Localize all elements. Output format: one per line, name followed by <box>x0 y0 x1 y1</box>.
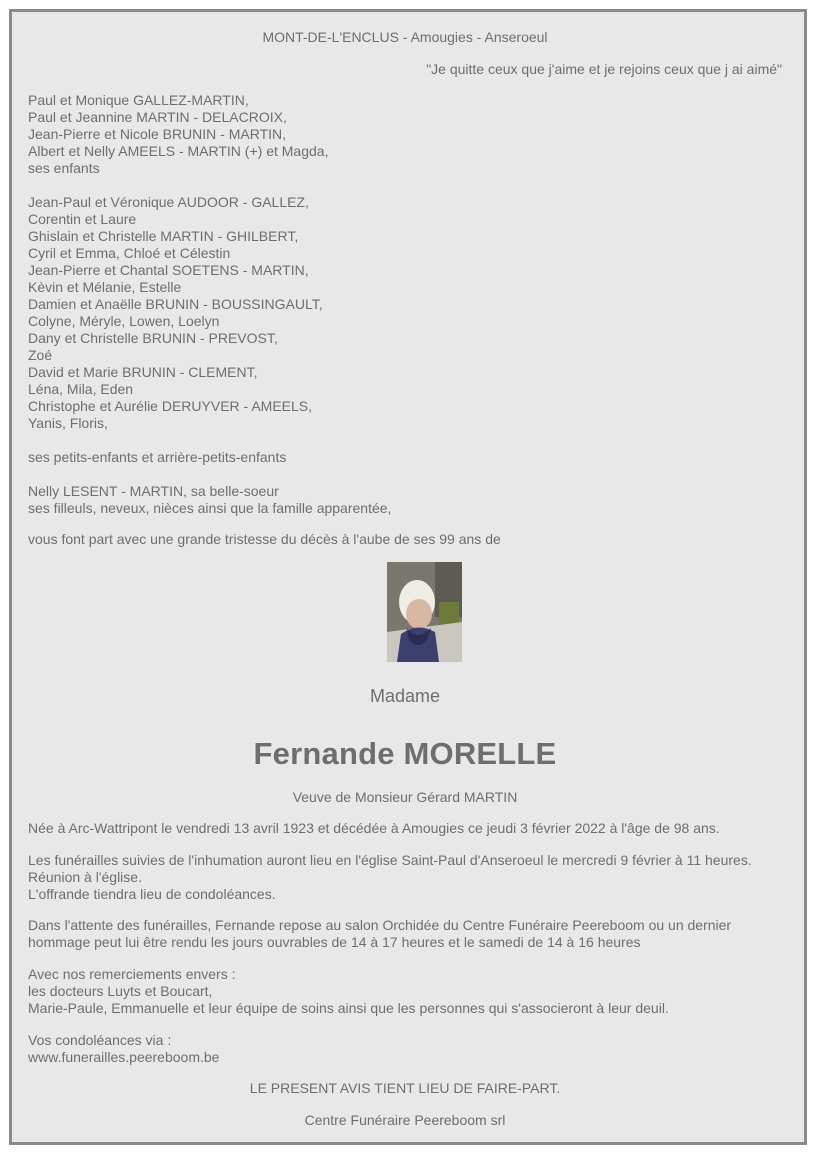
obituary-card <box>9 9 807 1145</box>
relatives-list: Nelly LESENT - MARTIN, sa belle-soeur ses filleuls, neveux, nièces ainsi que la famille apparentée, <box>28 483 392 516</box>
birth-death-info: Née à Arc-Wattripont le vendredi 13 avril 1923 et décédée à Amougies ce jeudi 3 février 2022 à l'âge de 98 ans. <box>28 820 720 836</box>
quote: "Je quitte ceux que j'aime et je rejoins ceux que j ai aimé" <box>426 61 782 77</box>
grandchildren-label: ses petits-enfants et arrière-petits-enfants <box>28 449 287 465</box>
portrait-icon <box>387 562 462 662</box>
portrait-photo <box>387 562 462 662</box>
honorific: Madame <box>369 686 441 706</box>
grandchildren-list: Jean-Paul et Véronique AUDOOR - GALLEZ, Corentin et Laure Ghislain et Christelle MARTIN - GHILBERT, Cyril et Emma, Chloé et Célestin Jean-Pierre et Chantal SOETENS - MARTIN, Kèvin et Mélanie, Estelle Damien et Anaëlle BRUNIN - BOUSSINGAULT, Colyne, Méryle, Lowen, Loelyn Dany et Christelle BRUNIN - PREVOST, Zoé David et Marie BRUNIN - CLEMENT, Léna, Mila, Eden Christophe et Aurélie DERUYVER - AMEELS, Yanis, Floris, <box>28 194 323 431</box>
announcement: vous font part avec une grande tristesse du décès à l'aube de ses 99 ans de <box>28 531 501 547</box>
notice: LE PRESENT AVIS TIENT LIEU DE FAIRE-PART. <box>249 1080 561 1096</box>
location-line: MONT-DE-L'ENCLUS - Amougies - Anseroeul <box>262 29 548 45</box>
widow-of: Veuve de Monsieur Gérard MARTIN <box>292 789 518 805</box>
deceased-name: Fernande MORELLE <box>253 736 557 771</box>
thanks: Avec nos remerciements envers : les docteurs Luyts et Boucart, Marie-Paule, Emmanuelle et leur équipe de soins ainsi que les personnes qui s'associeront à leur deuil. <box>28 966 669 1016</box>
visitation-info: Dans l'attente des funérailles, Fernande repose au salon Orchidée du Centre Funéraire Peereboom ou un dernier hommage peut lui être rendu les jours ouvrables de 14 à 17 heures et le samedi de 14 à 16 heures <box>28 917 732 950</box>
children-list: Paul et Monique GALLEZ-MARTIN, Paul et Jeannine MARTIN - DELACROIX, Jean-Pierre et Nicole BRUNIN - MARTIN, Albert et Nelly AMEELS - MARTIN (+) et Magda, ses enfants <box>28 92 329 176</box>
condolences: Vos condoléances via : www.funerailles.peereboom.be <box>28 1032 220 1065</box>
funeral-info: Les funérailles suivies de l'inhumation auront lieu en l'église Saint-Paul d'Anseroeul le mercredi 9 février à 11 heures. Réunion à l'église. L'offrande tiendra lieu de condoléances. <box>28 852 752 902</box>
funeral-home: Centre Funéraire Peereboom srl <box>304 1112 506 1128</box>
